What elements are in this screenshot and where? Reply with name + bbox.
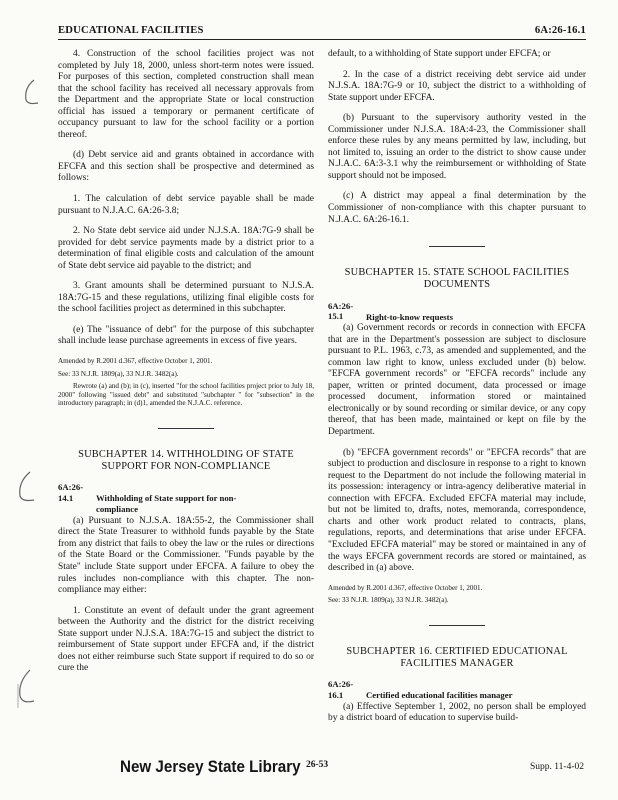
left-column: [58, 49, 314, 684]
margin-bracket-mark-2: [12, 470, 36, 506]
subchapter-heading-line: FACILITIES MANAGER: [400, 657, 514, 669]
section-divider: [429, 625, 485, 626]
section-number: 6A:26-15.1: [328, 300, 354, 322]
paragraph: 1. The calculation of debt service payable shall be made pursuant to N.J.A.C. 6A:26-3.8;: [58, 194, 314, 216]
paragraph: (d) Debt service aid and grants obtained in accordance with EFCFA and this section shall be prospective and determined as follows:: [58, 150, 314, 184]
running-header: [58, 25, 586, 40]
subchapter-14-heading: [58, 449, 314, 473]
section-title: Right-to-know requests: [366, 311, 453, 322]
subchapter-heading-line: SUBCHAPTER 16. CERTIFIED EDUCATIONAL: [346, 645, 568, 657]
page-footer: [0, 758, 618, 782]
section-heading-16-1: [328, 679, 586, 701]
subchapter-heading-line: SUBCHAPTER 14. WITHHOLDING OF STATE: [78, 449, 294, 460]
subchapter-heading-line: SUBCHAPTER 15. STATE SCHOOL FACILITIES: [344, 267, 570, 279]
right-column: [328, 49, 586, 734]
history-note: Rewrote (a) and (b); in (c), inserted "for the school facilities project prior to July 18, 2000" following "issued debt" and substituted "subchapter " for "subsection" in the introductory paragraph; in (d)1, amended the N.J.A.C. reference.: [58, 382, 314, 408]
paragraph: 1. Constitute an event of default under the grant agreement between the Authority and the district for the district receiving State support under N.J.S.A. 18A:7G-15 and subject the district to reimbursement of State support under EFCFA and, if the district does not either reimburse such State support if required to do so or cure the: [58, 605, 314, 674]
section-title-cont: compliance: [96, 504, 138, 514]
section-number: 6A:26-16.1: [328, 679, 354, 700]
section-heading-15-1: [328, 301, 586, 323]
page-number: 26-53: [306, 760, 329, 770]
history-note: See: 33 N.J.R. 1809(a), 33 N.J.R. 3482(a).: [328, 596, 449, 605]
margin-bracket-mark-3: [12, 668, 36, 708]
history-note: See: 33 N.J.R. 1809(a), 33 N.J.R. 3482(a).: [58, 369, 179, 378]
subchapter-heading-line: DOCUMENTS: [423, 279, 491, 291]
library-stamp: New Jersey State Library: [120, 758, 301, 776]
paragraph: 4. Construction of the school facilities project was not completed by July 18, 2000, unless short-term notes were issued. For purposes of this section, completed construction shall mean that the school facility has received all necessary approvals from the Department and the appropriate State or local construction official has issued a temporary or permanent certificate of occupancy pursuant to law for the school facility or a portion thereof.: [58, 49, 314, 140]
history-note: Amended by R.2001 d.367, effective October 1, 2001.: [328, 583, 483, 592]
paragraph: 2. No State debt service aid under N.J.S.A. 18A:7G-9 shall be provided for debt service payments made by a district prior to a determination of final eligible costs and calculation of the amount of State debt service aid payable to the district; and: [58, 226, 314, 271]
subchapter-15-heading: [328, 267, 586, 291]
section-title: Certified educational facilities manager: [366, 689, 513, 700]
section-divider: [158, 428, 214, 429]
margin-bracket-mark-1: [18, 78, 40, 108]
subchapter-heading-line: SUPPORT FOR NON-COMPLIANCE: [101, 461, 271, 473]
subchapter-16-heading: [328, 646, 586, 670]
paragraph: (b) "EFCFA government records" or "EFCFA records" that are subject to production and disclosure in response to a right to known request to the Department do not include the following material in its possession: interagency or intra-agency deliberative material in connection with EFCFA. Excluded EFCFA material may include, but not be limited to, drafts, notes, memoranda, correspondence, charts and other work product related to contracts, plans, regulations, reports, and determinations that arise under EFCFA. "Excluded EFCFA material" may be stored or maintained in any of the ways EFCFA government records are stored or maintained, as described in (a) above.: [328, 447, 586, 574]
paragraph: (b) Pursuant to the supervisory authority vested in the Commissioner under N.J.S.A. 18A:4-23, the Commissioner shall enforce these rules by any means permitted by law, including, but not limited to, issuing an order to the district to show cause under N.J.A.C. 6A:3-3.1 why the reimbursement or withholding of State support should not be imposed.: [328, 113, 586, 181]
section-divider: [429, 246, 485, 247]
supplement-date: Supp. 11-4-02: [530, 762, 585, 772]
history-note: Amended by R.2001 d.367, effective October 1, 2001.: [58, 357, 213, 366]
paragraph: default, to a withholding of State support under EFCFA; or: [328, 49, 551, 59]
header-section: 6A:26-16.1: [534, 25, 586, 36]
header-title: EDUCATIONAL FACILITIES: [58, 25, 204, 36]
paragraph: (a) Pursuant to N.J.S.A. 18A:55-2, the Commissioner shall direct the State Treasurer to withhold funds payable by the State from any district that fails to obey the law or the rules or directions of the State Board or the Commissioner. "Funds payable by the State" include State support under EFCFA. A failure to obey the rules includes non-compliance with this chapter. The non-compliance may either:: [58, 515, 314, 596]
paragraph: (c) A district may appeal a final determination by the Commissioner of non-compliance with this chapter pursuant to N.J.A.C. 6A:26-16.1.: [328, 191, 586, 225]
section-heading-14-1: [58, 482, 314, 514]
paragraph: (e) The "issuance of debt" for the purpose of this subchapter shall include lease purchase agreements in excess of five years.: [58, 324, 314, 347]
paragraph: 2. In the case of a district receiving debt service aid under N.J.S.A. 18A:7G-9 or 10, subject the district to a withholding of State support under EFCFA.: [328, 69, 586, 103]
section-number: 6A:26-14.1: [58, 482, 84, 504]
paragraph: 3. Grant amounts shall be determined pursuant to N.J.S.A. 18A:7G-15 and these regulations, utilizing final eligible costs for the school facilities project as determined in this subchapter.: [58, 281, 314, 315]
paragraph: (a) Government records or records in connection with EFCFA that are in the Department's possession are subject to disclosure pursuant to P.L. 1963, c.73, as amended and supplemented, and the common law right to know, unless excluded under (b) below. "EFCFA government records" or "EFCFA records" include any paper, written or printed document, data processed or image processed document, information stored or maintained electronically or by sound recording or similar device, or any copy thereof, that has been made, maintained or kept on file by the Department.: [328, 323, 586, 438]
section-title: Withholding of State support for non-: [96, 493, 237, 504]
paragraph: (a) Effective September 1, 2002, no person shall be employed by a district board of education to supervise build-: [328, 701, 586, 724]
